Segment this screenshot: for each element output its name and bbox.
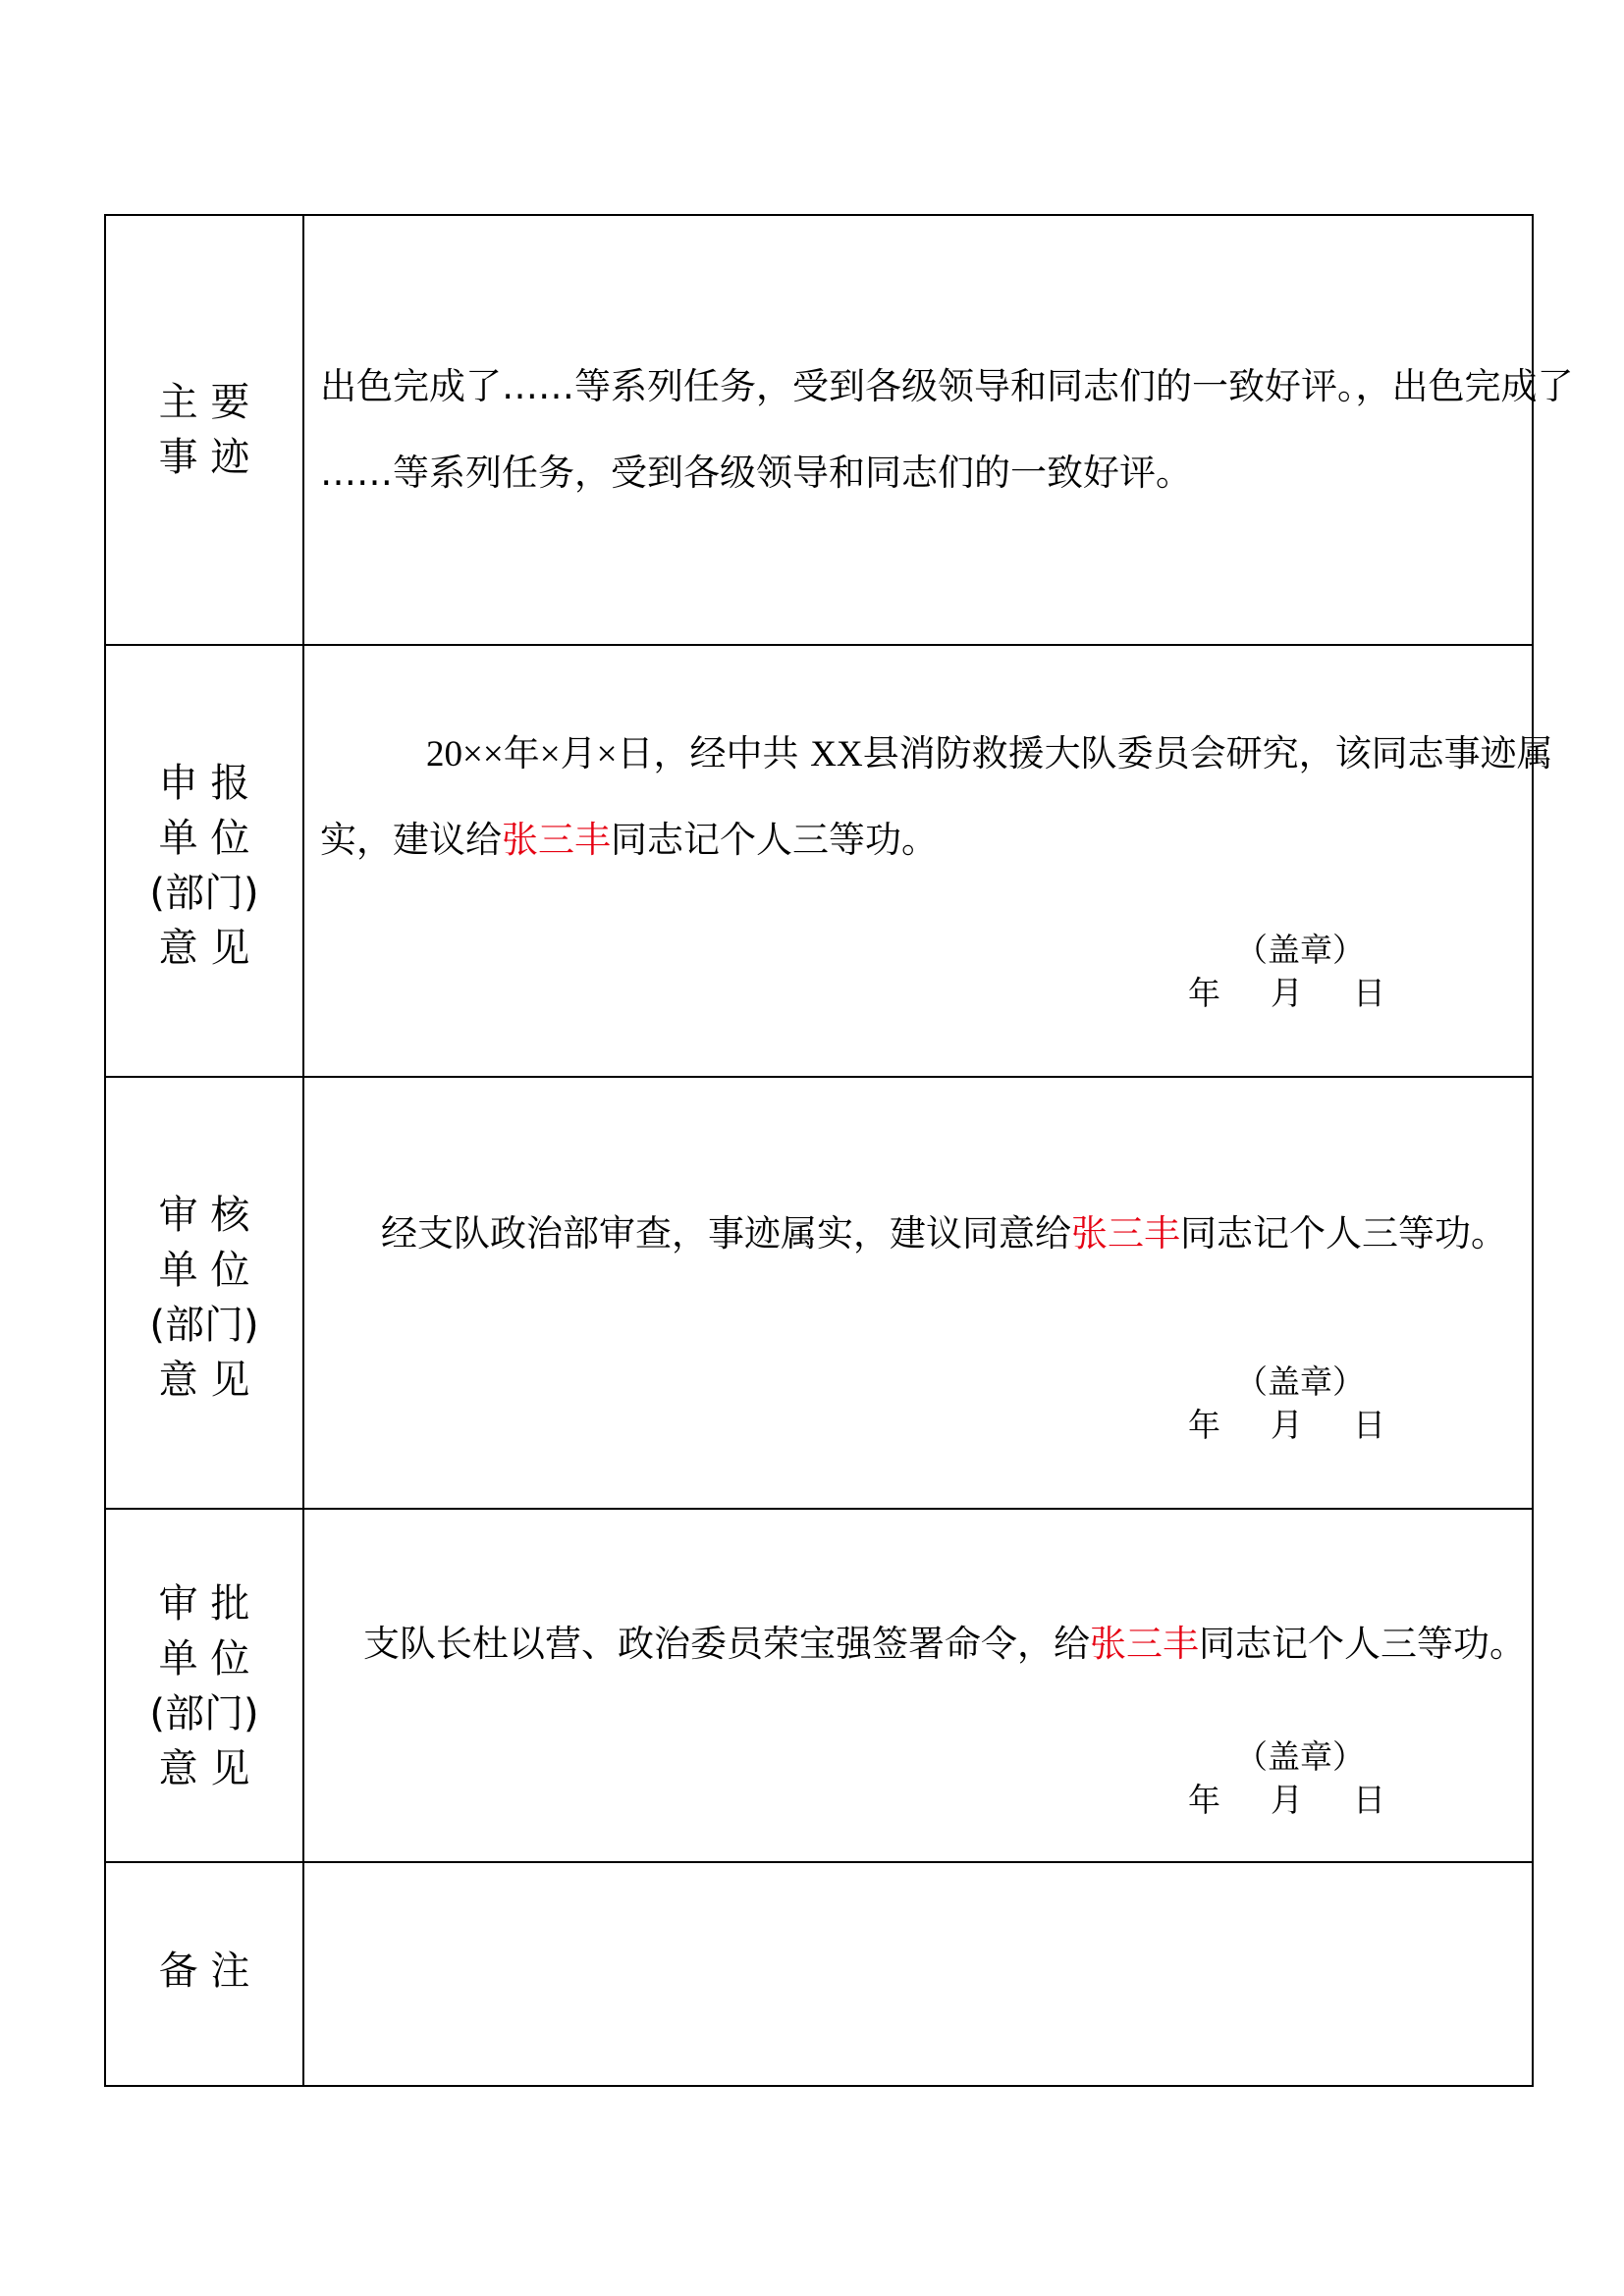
label-line: 单 位 [158,1248,250,1293]
month-label: 月 [1271,1784,1303,1819]
approval-opinion-text [363,1614,1526,1667]
stamp-placeholder: （盖章） [1235,1365,1365,1401]
stamp-placeholder: （盖章） [1235,934,1365,969]
text-segment: 实，建议给 [320,819,502,861]
label-line: (部门) [149,1303,259,1348]
main-deeds-text [320,344,1574,516]
text-segment: 同志记个人三等功。 [1199,1623,1526,1665]
remarks-label [106,1944,302,1999]
label-line: 意 见 [158,1358,250,1403]
label-line: 申 报 [158,761,250,806]
label-line: 单 位 [158,816,250,861]
text-line: 出色完成了……等系列任务，受到各级领导和同志们的一致好评。，出色完成了 [320,365,1574,407]
text-segment: 同志记个人三等功。 [611,819,938,861]
approval-label-cell [105,1509,303,1862]
year-label: 年 [1188,977,1220,1012]
month-label: 月 [1271,977,1303,1012]
date-placeholder [1188,1775,1385,1821]
review-content-cell [303,1077,1533,1509]
label-line: 事 迹 [158,435,250,480]
text-segment: 同志记个人三等功。 [1180,1212,1507,1255]
main-deeds-label-cell [105,215,303,645]
main-deeds-label [106,375,302,485]
stamp-placeholder: （盖章） [1235,1740,1365,1776]
row-approval-unit [105,1509,1533,1862]
date-placeholder [1188,1400,1385,1446]
text-segment: 支队长杜以营、政治委员荣宝强签署命令，给 [363,1623,1090,1665]
awardee-name: 张三丰 [1090,1623,1199,1665]
day-label: 日 [1353,977,1385,1012]
day-label: 日 [1353,1784,1385,1819]
reporting-content-cell [303,645,1553,1077]
label-line: (部门) [149,871,259,916]
text-segment: 经支队政治部审查，事迹属实，建议同意给 [381,1212,1071,1255]
text-line [320,711,1553,797]
reporting-label-cell [105,645,303,1077]
review-opinion-text [381,1203,1507,1256]
label-line: 审 核 [158,1193,250,1238]
label-line: (部门) [149,1691,259,1736]
remarks-label-cell [105,1862,303,2086]
day-label: 日 [1353,1409,1385,1444]
county-code: XX [810,734,863,774]
year-label: 年 [1188,1784,1220,1819]
row-review-unit [105,1077,1533,1509]
reporting-opinion-text [320,711,1553,883]
label-line: 意 见 [158,1746,250,1791]
label-line: 单 位 [158,1636,250,1682]
awardee-name: 张三丰 [1071,1212,1180,1255]
date-prefix: 20××年×月×日，经中共 [426,734,799,774]
row-main-deeds [105,215,1533,645]
month-label: 月 [1271,1409,1303,1444]
label-line: 意 见 [158,926,250,971]
approval-content-cell [303,1509,1533,1862]
main-deeds-content-cell [303,215,1574,645]
remarks-content-cell[interactable] [303,1862,1533,2086]
row-reporting-unit [105,645,1533,1077]
approval-label [106,1576,302,1796]
label-line: 备 注 [158,1949,250,1994]
reporting-label [106,756,302,976]
label-line: 主 要 [158,380,250,425]
awardee-name: 张三丰 [502,819,611,861]
text-segment: 县消防救援大队委员会研究，该同志事迹属 [862,732,1553,774]
label-line: 审 批 [158,1581,250,1627]
review-label [106,1188,302,1408]
text-line: ……等系列任务，受到各级领导和同志们的一致好评。 [320,452,1192,494]
text-line [320,797,1522,883]
row-remarks [105,1862,1533,2086]
award-approval-form [104,214,1574,2087]
date-placeholder [1188,968,1385,1014]
review-label-cell [105,1077,303,1509]
year-label: 年 [1188,1409,1220,1444]
